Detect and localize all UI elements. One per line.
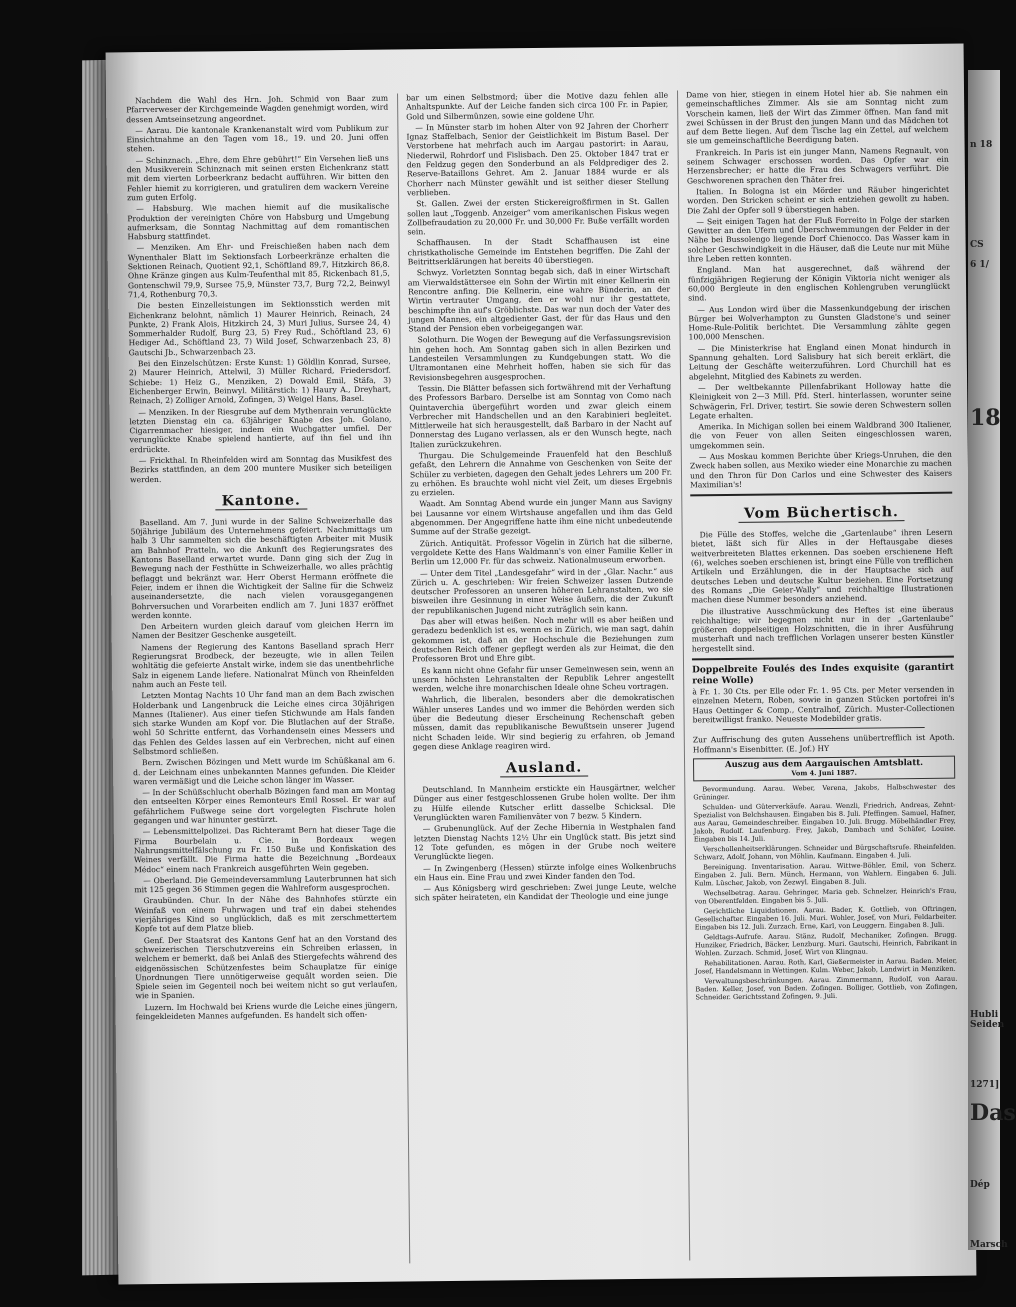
article-paragraph: — Unter dem Titel „Landesgefahr“ wird in der „Glar. Nachr.“ aus Zürich u. A. geschrieben: Wir freien Schweizer lassen Dutzende deutscher Professoren an unseren höheren Lehranstalten, wo sie bisweilen ihre Gesinnung in einer Weise äußern, die der Zukunft der republikanischen Jugend nicht zuträglich sein kann. (411, 566, 674, 616)
article-paragraph: — Lebensmittelpolizei. Das Richteramt Bern hat dieser Tage die Firma Bourbelain u. Cie. in Bordeaux wegen Nahrungsmittelfälschung zu Fr. 150 Buße und Konfiskation des Weines verfällt. Die Firma hatte die Bezeichnung „Bordeaux Médoc“ einem nach Frankreich ausgeführten Wein gegeben. (133, 824, 397, 874)
article-paragraph: Baselland. Am 7. Juni wurde in der Saline Schweizerhalle das 50jährige Jubiläum des Unternehmens gefeiert. Nachmittags um halb 3 Uhr sammelten sich die beschäftigten Arbeiter mit Musik am Bahnhof Pratteln, wo die Ankunft des Regierungsrates des Kantons Baselland erwartet wurde. Dann ging sich der Zug in Bewegung nach der Festhütte in Schweizerhalle, wo alles prächtig beflaggt und bekränzt war. Herr Oberst Hermann eröffnete die Feier, indem er ihnen die Wichtigkeit der Saline für die Schweiz auseinandersetzte, die nach vielen vorausgegangenen Bohrversuchen und Vorarbeiten endlich am 7. Juni 1837 eröffnet werden konnte. (130, 515, 394, 621)
article-paragraph: Die Fülle des Stoffes, welche die „Gartenlaube“ ihren Lesern bietet, läßt sich für Alles in der Heftausgabe dieses weitverbreiteten Blattes erkennen. Das soeben erschienene Heft (6), welches soeben erschienen ist, bringt eine Fülle von trefflichen Artikeln und Erzählungen, die in der Hauptsache sich auf deutsches Leben und deutsche Kultur beziehen. Eine Fortsetzung des Romans „Die Geier-Wally“ und reichhaltige Illustrationen machen diese Nummer besonders anziehend. (690, 527, 954, 605)
article-paragraph: — In der Schüßschlucht oberhalb Bözingen fand man am Montag den entseelten Körper eines Remonteurs Emil Rossel. Er war auf gefährlichem Fußwege seine dort vorgelegten Fischrute holen gegangen und war hinunter gestürzt. (133, 785, 396, 826)
divider (692, 656, 954, 661)
amtsblatt-box (693, 755, 955, 781)
article-paragraph: Die besten Einzelleistungen im Sektionsstich werden mit Eichenkranz belohnt, nämlich 1) Maurer Heinrich, Reinach, 24 Punkte, 2) Frank Alois, Hitzkirch 24, 3) Muri Julius, Sursee 24, 4) Sommerhalder Rudolf, Burg 23, 5) Frey Rud., Schöftland 23, 6) Hediger Ad., Schöftland 23, 7) Wild Josef, Schwarzenbach 23, 8) Gautschi Jb., Schwarzenbach 23. (128, 298, 391, 358)
article-paragraph: Die illustrative Ausschmückung des Heftes ist eine überaus reichhaltige; wir begegnen nicht nur in der „Gartenlaube“ größeren doppelseitigen Holzschnitten, die in ihrer Ausführung musterhaft und nach trefflichen Vorlagen unserer besten Künstler hergestellt sind. (691, 604, 954, 654)
article-paragraph: Frankreich. In Paris ist ein junger Mann, Namens Regnault, von seinem Schwager erschossen worden. Das Opfer war ein Herzensbrecher; er hatte die Frau des Schwagers verführt. Die Geschworenen sprachen den Thäter frei. (686, 145, 949, 186)
article-paragraph: — Die Ministerkrise hat England einen Monat hindurch in Spannung gehalten. Lord Salisbury hat sich bereit erklärt, die Leitung der Geschäfte weiterzuführen. Lord Churchill hat es abgelehnt, Mitglied des Kabinets zu werden. (688, 341, 951, 382)
amtsblatt-entry: Gerichtliche Liquidationen. Aarau. Bader, K. Gottlieb, von Oftringen, Gesellschafter. Eingaben 16. Juli. Muri. Wohler, Josef, von Muri, Feldarbeiter. Eingaben bis 12. Juli. Zurzach. Erne, Karl, von Leuggern. Eingaben 8. Juli. (694, 904, 957, 932)
article-paragraph: — Menziken. Am Ehr- und Freischießen haben nach dem Wynenthaler Blatt im Sektionsfach Lorbeerkränze erhalten die Sektionen Reinach, Quotient 92,1, Schöftland 89,7, Hitzkirch 86,8. Ohne Kränze gingen aus Kulm-Teufenthal mit 85, Rickenbach 81,5, Gontenschwil 79,9, Sursee 75,9, Münster 73,7, Burg 72,2, Beinwyl 71,4, Rothenburg 70,3. (127, 241, 391, 300)
article-paragraph: Italien. In Bologna ist ein Mörder und Räuber hingerichtet worden. Den Stricken scheint er sich entziehen gewollt zu haben. Die Zahl der Opfer soll 9 überstiegen haben. (687, 184, 950, 216)
article-paragraph: — Menziken. In der Riesgrube auf dem Mythenrain verunglückte letzten Dienstag ein ca. 63jähriger Knabe des Joh. Golano, Cigarrenmacher hiesiger, indem ein Wuchgatter umfiel. Der verunglückte Knabe spielend hantierte, auf ihn fiel und ihn erdrückte. (129, 405, 392, 454)
article-paragraph: — Aarau. Die kantonale Krankenanstalt wird vom Publikum zur Einsichtnahme an den Tagen vom 18., 19. und 20. Juni offen stehen. (126, 123, 389, 154)
section-heading-ausland: Ausland. (413, 759, 675, 778)
advertisement-heading: Doppelbreite Foulés des Indes exquisite (garantirt reine Wolle) (692, 662, 955, 687)
article-paragraph: Tessin. Die Blätter befassen sich fortwährend mit der Verhaftung des Professors Barbaro. Derselbe ist am Sonntag von Como nach Quintaverchia übergeführt worden und zwar gleich einem Verbrecher mit Handschellen und an den Karabinieri begleitet. Mittlerweile hat sich herausgestellt, daß Barbaro in der Nacht auf Donnerstag des Lugano verlassen, als er den Wunsch hegte, nach Italien zurückzukehren. (409, 381, 672, 450)
article-paragraph: — Aus Moskau kommen Berichte über Kriegs-Unruhen, die den Zweck haben sollen, aus Mexiko wieder eine Monarchie zu machen und den Thron für Don Carlos und eine Schwester des Kaisers Maximilian's! (689, 449, 953, 490)
article-paragraph: Graubünden. Chur. In der Nähe des Bahnhofes stürzte ein Weinfaß von einem Fuhrwagen und traf ein dabei stehendes vierjähriges Kind so unglücklich, daß es mit zerschmettertem Kopfe tot auf dem Platze blieb. (134, 893, 397, 934)
divider (690, 492, 952, 497)
article-paragraph: Nachdem die Wahl des Hrn. Joh. Schmid von Baar zum Pfarrverweser der Kirchgemeinde Wagden genehmigt worden, wird dessen Amtseinsetzung angeordnet. (126, 93, 389, 124)
amtsblatt-entry: Bereinigung. Inventarisation. Aarau. Wittwe-Böhler, Emil, von Scherz. Eingaben 2. Juli. Bern. Münch, Hermann, von Wahlern. Eingaben 6. Juli. Kulm. Lüscher, Jakob, von Zezwyl. Eingaben 8. Juli. (694, 860, 957, 888)
article-paragraph: Wahrlich, die liberalen, besonders aber die demokratischen Wähler unseres Landes und wo immer die Behörden werden sich über die Bedeutung dieser Erscheinung Rechenschaft geben müssen, damit das republikanische Bewußtsein unserer Jugend nicht Schaden leide. Wir sind begierig zu erfahren, ob Jemand gegen diese Anklage reagiren wird. (412, 693, 675, 752)
article-paragraph: St. Gallen. Zwei der ersten Stickereigroßfirmen in St. Gallen sollen laut „Toggenb. Anzeiger“ vom amerikanischen Fiskus wegen Zollbefraudation zu 20,000 Fr. und 30,000 Fr. Buße verfällt worden sein. (407, 196, 670, 237)
article-paragraph: Das aber will etwas heißen. Noch mehr will es aber heißen und geradezu bedenklich ist es, wenn es in Zürich, wie man sagt, dahin gekommen ist, daß an der Hochschule die Beziehungen zum deutschen Reich offener gepflegt werden als zur Heimat, die den Professoren Brot und Ehre gibt. (411, 614, 674, 664)
amtsblatt-entry: Verwaltungsbeschränkungen. Aarau. Zimmermann, Rudolf, von Aarau. Baden. Keller, Josef, von Baden. Zofingen. Bolliger, Gottlieb, von Zofingen, Schneider. Gerichtsstand Zofingen, 9. Juli. (695, 974, 958, 1002)
article-paragraph: England. Man hat ausgerechnet, daß während der fünfzigjährigen Regierung der Königin Viktoria nicht weniger als 60,000 Bergleute in den englischen Kohlengruben verunglückt sind. (687, 263, 951, 303)
article-paragraph: Amerika. In Michigan sollen bei einem Waldbrand 300 Italiener, die von Feuer von allen Seiten eingeschlossen waren, umgekommen sein. (689, 419, 952, 451)
article-paragraph: Waadt. Am Sonntag Abend wurde ein junger Mann aus Savigny bei Lausanne vor einem Wirtshause angefallen und ihm das Geld abgenommen. Der Angegriffene hatte ihm eine nicht unbedeutende Summe auf der Straße gezeigt. (410, 497, 673, 537)
column-3 (686, 88, 960, 1261)
divider (723, 727, 925, 730)
strip-fragment: 18 (970, 405, 1001, 431)
amtsblatt-entry: Wechselbetrag. Aarau. Gehringer, Maria geb. Schnelzer, Heinrich's Frau, von Oberentfelden. Eingaben bis 5. Juli. (694, 886, 957, 906)
article-paragraph: — Aus Königsberg wird geschrieben: Zwei junge Leute, welche sich später heirateten, ein Kandidat der Theologie und eine junge (414, 881, 677, 903)
article-paragraph: Bern. Zwischen Bözingen und Mett wurde im Schüßkanal am 6. d. der Leichnam eines unbekannten Mannes gefunden. Die Kleider waren vermäßigt und die Leiche schon länger im Wasser. (133, 755, 396, 787)
amtsblatt-entry: Rehabilitationen. Aarau. Roth, Karl, Gießermeister in Aarau. Baden. Meier, Josef, Handelsmann in Wettingen. Kulm. Weber, Jakob, Landwirt in Menziken. (695, 956, 958, 976)
article-paragraph: Es kann nicht ohne Gefahr für unser Gemeinwesen sein, wenn an unsern höchsten Lehranstalten der Republik Lehrer angestellt werden, welche ihre monarchischen Ideale ohne Scheu vortragen. (412, 663, 675, 694)
section-heading-buechertisch: Vom Büchertisch. (690, 504, 952, 523)
amtsblatt-date: Vom 4. Juni 1887. (791, 768, 857, 778)
strip-fragment: 6 1/ (970, 260, 989, 270)
article-paragraph: Bei den Einzelschützen: Erste Kunst: 1) Göldlin Konrad, Sursee, 2) Maurer Heinrich, Attelwil, 3) Müller Richard, Friedersdorf. Schiebe: 1) Heiz G., Menziken, 2) Dowald Emil, Stäfa, 3) Eichenberger Erwin, Beinwyl. Militärstich: 1) Haury A., Dreyhart, Reinach, 2) Zolliger Arnold, Zofingen, 3) Weigel Hans, Basel. (128, 356, 392, 406)
strip-fragment: Marsch (970, 1240, 1008, 1250)
article-paragraph: — Seit einigen Tagen hat der Fluß Forreito in Folge der starken Gewitter an den Ufern und Überschwemmungen der Felder in der Nähe bei Bussolengo liegende Dorf Chienocco. Das Wasser kam in solcher Geschwindigkeit in die Häuser, daß die Leute nur mit Mühe ihre Leben retten konnten. (687, 214, 950, 264)
advertisement-text: Zur Auffrischung des guten Aussehens unübertrefflich ist Apoth. Hoffmann's Eisenbitter. (E. Jof.) HY (692, 732, 955, 754)
article-paragraph: Schaffhausen. In der Stadt Schaffhausen ist eine christkatholische Gemeinde im Entstehen begriffen. Die Zahl der Beitrittserklärungen hat bereits 40 überstiegen. (407, 236, 670, 267)
strip-fragment: CS (970, 240, 984, 250)
column-2 (406, 91, 680, 1264)
strip-fragment: Hubli Seiden (970, 1010, 1005, 1030)
article-paragraph: Dame von hier, stiegen in einem Hotel hier ab. Sie nahmen ein gemeinschaftliches Zimmer. Als sie am Sonntag nicht zum Vorschein kamen, ließ der Wirt das Zimmer öffnen. Man fand mit zwei Schüssen in der Brust den jungen Mann und das Mädchen tot auf dem Bette liegen. Auf dem Tische lag ein Zettel, auf welchem sie um gemeinschaftliche Beerdigung baten. (686, 87, 949, 146)
strip-fragment: 1271] (970, 1080, 1000, 1090)
article-paragraph: Luzern. Im Hochwald bei Kriens wurde die Leiche eines jüngern, feingekleideten Mannes aufgefunden. Es handelt sich offen- (135, 1000, 398, 1022)
article-paragraph: Zürich. Antiquität. Professor Vögelin in Zürich hat die silberne, vergoldete Kette des Hans Waldmann's von einer Familie Keller in Berlin um 12,000 Fr. für das schweiz. Nationalmuseum erworben. (410, 536, 673, 567)
article-paragraph: — Aus London wird über die Massenkundgebung der irischen Bürger bei Wolverhampton zu Gunsten Gladstone's und seiner Home-Rule-Politik berichtet. Die Versammlung zählte gegen 100,000 Menschen. (688, 302, 951, 342)
article-paragraph: — In Münster starb im hohen Alter von 92 Jahren der Chorherr Ignaz Staffelbach, Senior der Geistlichkeit im Bistum Basel. Der Verstorbene hat mehrfach auch im Aargau pastorirt: in Aarau, Niederwil, Rohrdorf und Fislisbach. Den 25. Oktober 1847 trat er den Feldzug gegen den Sonderbund an als Feldprediger des 2. Reserve-Bataillons Gehret. Am 2. Januar 1884 wurde er als Chorherr nach Münster gewählt und ist seither dieser Stellung verblieben. (406, 120, 669, 198)
strip-fragment: Das (970, 1100, 1016, 1126)
article-paragraph: — In Zwingenberg (Hessen) stürzte infolge eines Wolkenbruchs ein Haus ein. Eine Frau und zwei Kinder fanden den Tod. (414, 861, 677, 883)
amtsblatt-entry: Schulden- und Güterverkäufe. Aarau. Wenzli, Friedrich, Andreas, Zehnt-Spezialist von Belchshausen. Eingaben bis 8. Juli. Pfeffingen. Samuel, Hafner, aus Aarau, Gemeindeschreiber. Eingaben 10. Juli. Brugg. Möbelhändler Frey, Jakob, Rudolf. Laufenburg. Frey, Jakob, Dambach und Schäfer, Louise. Eingaben bis 14. Juli. (693, 800, 956, 844)
advertisement-text: à Fr. 1. 30 Cts. per Elle oder Fr. 1. 95 Cts. per Meter versenden in einzelnen Metern, Roben, sowie in ganzen Stücken portofrei in's Haus Oettinger & Comp., Centralhof, Zürich. Muster-Collectionen bereitwilligst franko. Neueste Modebilder gratis. (692, 684, 955, 725)
article-paragraph: Deutschland. In Mannheim erstickte ein Hausgärtner, welcher Dünger aus einer festgeschlossenen Grube holen wollte. Der ihm zu Hülfe eilende Kutscher erlitt dasselbe Schicksal. Die Verunglückten waren Familienväter von 7 bezw. 5 Kindern. (413, 782, 676, 823)
column-1 (126, 94, 400, 1267)
newspaper-page (106, 44, 977, 1285)
amtsblatt-heading: Auszug aus dem Aargauischen Amtsblatt. (724, 757, 924, 770)
strip-fragment: n 18 (970, 140, 993, 150)
article-paragraph: bar um einen Selbstmord; über die Motive dazu fehlen alle Anhaltspunkte. Auf der Leiche fanden sich circa 100 Fr. in Papier, Gold und Silbermünzen, sowie eine goldene Uhr. (406, 90, 669, 121)
article-paragraph: Schwyz. Vorletzten Sonntag begab sich, daß in einer Wirtschaft am Vierwaldstättersee ein Sohn der Wirtin mit einer Kellnerin ein Rencontre anfing. Die Kellnerin, eine wahre Bünderin, an der Wirtin vertrauter Umgang, den er wohl nur ihr gestattete, beschimpfte ihn auf's Gröblichste. Das war nun doch der Vater des jungen Mannes, ein altgedienter Gast, der für das Haus und den Stand der Pension eben vorbeigegangen war. (407, 265, 671, 334)
article-paragraph: Letzten Montag Nachts 10 Uhr fand man an dem Bach zwischen Holderbank und Langenbruck die Leiche eines circa 30jährigen Mannes (Italiener). Aus einer tiefen Stichwunde am Hals fanden sich starke Wunden am Kopf vor. Die Blutlachen auf der Straße, wohl 50 Schritte entfernt, das Vorhandensein eines Messers und das Fehlen des Geldes lassen auf ein Verbrechen, nicht auf einen Selbstmord schließen. (132, 688, 395, 757)
article-paragraph: — Frickthal. In Rheinfelden wird am Sonntag das Musikfest des Bezirks stattfinden, an dem 200 muntere Musiker sich beteiligen werden. (129, 453, 392, 484)
adjacent-page-strip (968, 70, 1016, 1250)
article-paragraph: Thurgau. Die Schulgemeinde Frauenfeld hat den Beschluß gefaßt, den Lehrern die Annahme von Geschenken von Seite der Schüler zu verbieten, dagegen den Gehalt jedes Lehrers um 200 Fr. zu erhöhen. Es brauchte wohl nicht viel Zeit, um dieses Ergebnis zu erzielen. (409, 448, 673, 498)
amtsblatt-entry: Bevormundung. Aarau. Weber, Verena, Jakobs, Halbschwester des Grüninger. (693, 782, 956, 802)
article-paragraph: Namens der Regierung des Kantons Baselland sprach Herr Regierungsrat Brodbeck, der bezeugte, wie in allen Teilen wohltätig die gefeierte Anstalt wirke, indem sie das unentbehrliche Salz in eigenem Lande liefere. Nationalrat Münch von Rheinfelden nahm auch an Feste teil. (131, 640, 395, 690)
article-paragraph: — Grubenunglück. Auf der Zeche Hibernia in Westphalen fand letzten Dienstag Nachts 12½ Uhr ein Unglück statt. Bis jetzt sind 12 Tote gefunden, es mögen in der Grube noch weitere Verunglückte liegen. (413, 821, 676, 862)
section-heading-kantone: Kantone. (130, 491, 392, 510)
amtsblatt-entry: Geldtags-Aufrufe. Aarau. Stänz, Rudolf, Mechaniker, Zofingen. Brugg. Hunziker, Friedrich, Bäcker, Lenzburg. Muri. Gautschi, Heinrich, Fabrikant in Wohlen. Zurzach. Schmid, Josef, Wirt von Klingnau. (694, 930, 957, 958)
strip-fragment: Dép (970, 1180, 990, 1190)
amtsblatt-entry: Verschollenheitserklärungen. Schneider und Bürgschaftsrufe. Rheinfelden. Schwarz, Adolf, Johann, von Möhlin, Kaufmann. Eingaben 4. Juli. (693, 842, 956, 862)
article-paragraph: — Der weltbekannte Pillenfabrikant Holloway hatte die Kleinigkeit von 2—3 Mill. Pfd. Sterl. hinterlassen, worunter seine Schwägerin, Frl. Driver, testirt. Sie sowie deren Schwestern sollen Legate erhalten. (689, 380, 952, 421)
article-paragraph: — Oberland. Die Gemeindeversammlung Lauterbrunnen hat sich mit 125 gegen 36 Stimmen gegen die Wahlreform ausgesprochen. (134, 873, 397, 895)
article-paragraph: Genf. Der Staatsrat des Kantons Genf hat an den Vorstand des schweizerischen Tierschutzvereins ein Schreiben erlassen, in welchem er bemerkt, daß bei Anlaß des Stiergefechts während des eidgenössischen Schützenfestes beim Schauplatze für einige Unordnungen Tiere unnötigerweise gequält worden seien. Die Spiele seien im Gegenteil noch bei weitem nicht so gut verlaufen, wie in Spanien. (134, 933, 398, 1001)
article-paragraph: — Habsburg. Wie machen hiemit auf die musikalische Produktion der vereinigten Chöre von Habsburg und Umgebung aufmerksam, die Sonntag Nachmittag auf dem romantischen Habsburg stattfindet. (127, 201, 390, 242)
article-paragraph: Den Arbeitern wurden gleich darauf vom gleichen Herrn im Namen der Besitzer Geschenke ausgeteilt. (131, 619, 394, 641)
article-paragraph: — Schinznach. „Ehre, dem Ehre gebührt!“ Ein Versehen ließ uns den Musikverein Schinznach mit seinen ersten Eichenkranz statt mit dem vierten Lorbeerkranz bedacht aufführen. Wir bitten den Fehler hiemit zu korrigieren, und gratuliren dem wackern Vereine zum guten Erfolg. (126, 153, 390, 203)
article-paragraph: Solothurn. Die Wogen der Bewegung auf die Verfassungsrevision hin gehen hoch. Am Sonntag gaben sich in allen Bezirken und Landesteilen Versammlungen zu Kundgebungen statt. Wo die Ultramontanen eine Mehrheit hoffen, haben sie sich für das Revisionsbegehren ausgesprochen. (408, 333, 671, 382)
